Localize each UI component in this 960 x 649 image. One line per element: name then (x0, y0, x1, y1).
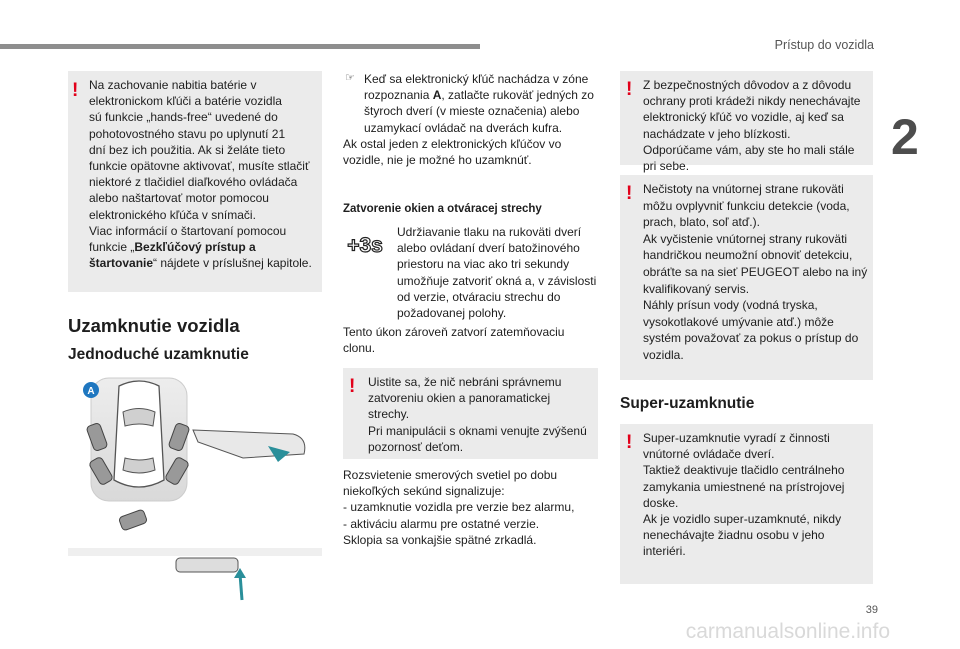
text-line: prach, blato, soľ atď.). (643, 215, 760, 230)
text-line: doske. (643, 495, 679, 510)
text-line: Super-uzamknutie vyradí z činnosti (643, 431, 830, 445)
text-line: alebo ovládaní dverí batožinového (397, 241, 580, 256)
text-line: od verzie, otváraciu strechu do (397, 289, 561, 304)
para-signals (343, 467, 605, 548)
text-line: vnútorné ovládače dverí. (643, 447, 775, 462)
text-line: nenechávajte žiadnu osobu v jeho (643, 528, 825, 543)
text-line: Taktiež deaktivuje tlačidlo centrálneho (643, 463, 845, 478)
text-line: vozidla. (643, 347, 684, 362)
text-line: môžu ovplyvniť funkciu detekcie (voda, (643, 198, 850, 213)
header-rule (0, 44, 480, 49)
text-line: zatvoreniu okien a panoramatickej (368, 391, 551, 406)
warning-text-security (643, 77, 871, 174)
warning-box-dirt (620, 175, 873, 380)
text-line: Nečistoty na vnútornej strane rukoväti (643, 182, 844, 196)
zone-label: A (87, 386, 95, 397)
para-blind (343, 324, 603, 356)
warning-box-super (620, 424, 873, 584)
text-line: Pri manipulácii s oknami venujte zvýšenú (368, 423, 587, 438)
text-line: Z bezpečnostných dôvodov a z dôvodu (643, 78, 852, 92)
warning-icon: ! (626, 432, 633, 453)
warning-icon: ! (626, 183, 633, 204)
warning-box-battery (68, 71, 322, 292)
warning-box-windows (343, 368, 598, 459)
text-line: handričkou neumožní obnoviť detekciu, (643, 248, 853, 263)
text-line: štyroch dverí (v mieste označenia) alebo (364, 104, 580, 119)
text-line: strechy. (368, 407, 410, 422)
warning-text-battery-end: funkcie „Bezkľúčový prístup a štartovanie“ nájdete v príslušnej kapitole. (89, 240, 312, 271)
text-line: ochrany proti krádeži nikdy nenechávajte (643, 94, 861, 109)
text-line: Udržiavanie tlaku na rukoväti dverí (397, 225, 582, 239)
plus-3s-icon (343, 229, 387, 259)
text-line: elektronického kľúča v snímači. (89, 207, 256, 222)
text-line: niektoré z tlačidiel diaľkového ovládača (89, 175, 298, 190)
warning-text-dirt (643, 181, 871, 364)
text-line: uzamykací ovládač na dverách kufra. (364, 120, 563, 135)
page-number: 39 (865, 604, 878, 616)
text-line: Ak vyčistenie vnútornej strany rukoväti (643, 231, 848, 246)
text-line: vozidle, nie je možné ho uzamknúť. (343, 153, 532, 168)
text-line: Náhly prísun vody (vodná tryska, (643, 298, 818, 313)
text-line: Ak je vozidlo super-uzamknuté, nikdy (643, 512, 842, 527)
subheading-simple-locking: Jednoduché uzamknutie (68, 346, 249, 363)
text-line: - aktiváciu alarmu pre ostatné verzie. (343, 516, 540, 531)
text-line: pri sebe. (643, 159, 690, 174)
text-line: požadovanej polohy. (397, 306, 507, 321)
tip-text: Keď sa elektronický kľúč nachádza v zóne rozpoznania A, zatlačte rukoväť jedných zo štyroch dverí (v mieste označenia) alebo uzamykací ovládač na dverách kufra. (364, 72, 594, 135)
text-line: interiéri. (643, 544, 686, 559)
heading-super-locking: Super-uzamknutie (620, 395, 755, 412)
warning-text-windows (368, 374, 596, 455)
door-handle (193, 430, 305, 458)
text-line: sú funkcie „hands-free“ uvedené do (89, 110, 278, 125)
text-line: Rozsvietenie smerových svetiel po dobu (343, 468, 558, 482)
text-line: obráťte sa na sieť PEUGEOT alebo na iný (643, 264, 868, 279)
warning-box-security (620, 71, 873, 174)
locking-figure (68, 372, 322, 602)
finger-pointing-icon: ☞ (345, 72, 355, 84)
text-line: clonu. (343, 341, 376, 356)
text-line: pozornosť deťom. (368, 439, 464, 454)
text-line: elektronický kľúč vo vozidle, aj keď sa (643, 110, 844, 125)
text-line: priestoru na viac ako tri sekundy (397, 257, 570, 272)
text-line: Viac informácií o štartovaní pomocou (89, 223, 287, 238)
text-line: niekoľkých sekúnd signalizuje: (343, 484, 505, 499)
text-line: Na zachovanie nabitia batérie v (89, 78, 257, 92)
para-key-inside (343, 136, 603, 168)
text-line: Sklopia sa vonkajšie spätné zrkadlá. (343, 532, 537, 547)
windows-text (397, 224, 607, 321)
text-line: Odporúčame vám, aby ste ho mali stále (643, 142, 855, 157)
heading-windows: Zatvorenie okien a otváracej strechy (343, 203, 542, 215)
text-line: Uistite sa, že nič nebráni správnemu (368, 375, 562, 389)
text-line: - uzamknutie vozidla pre verzie bez alarmu, (343, 500, 575, 515)
chapter-number: 2 (891, 109, 919, 165)
text-line: elektronickom kľúči a batérie vozidla (89, 94, 282, 109)
warning-text-super (643, 430, 871, 560)
text-line: alebo naštartovať motor pomocou (89, 191, 269, 206)
trunk-handle (176, 558, 238, 572)
text-line: dní bez ich použitia. Ak si želáte tieto (89, 142, 286, 157)
text-line: funkcie opätovne aktivovať, musíte stlačiť (89, 159, 310, 174)
warning-icon: ! (626, 79, 633, 100)
text-line: Ak ostal jeden z elektronických kľúčov vo (343, 136, 562, 151)
section-title: Prístup do vozidla (774, 38, 874, 52)
text-line: Tento úkon zároveň zatvorí zatemňovaciu (343, 325, 565, 339)
svg-text:+3s: +3s (347, 234, 383, 257)
watermark: carmanualsonline.info (685, 620, 890, 643)
text-line: zamykania umiestnené na prístrojovej (643, 479, 845, 494)
warning-text-battery (89, 77, 322, 239)
text-line: pohotovostného stavu po uplynutí 21 (89, 126, 286, 141)
heading-locking: Uzamknutie vozidla (68, 315, 240, 336)
text-line: vysokotlakové umývanie atď.) môže (643, 314, 834, 329)
text-line: nachádzate v jeho blízkosti. (643, 126, 791, 141)
warning-icon: ! (72, 80, 79, 101)
warning-icon: ! (349, 376, 356, 397)
text-line: kvalifikovaný servis. (643, 281, 750, 296)
text-line: systém považovať za pokus o prístup do (643, 331, 859, 346)
text-line: umožňuje zatvoriť okná a, v závislosti (397, 273, 597, 288)
